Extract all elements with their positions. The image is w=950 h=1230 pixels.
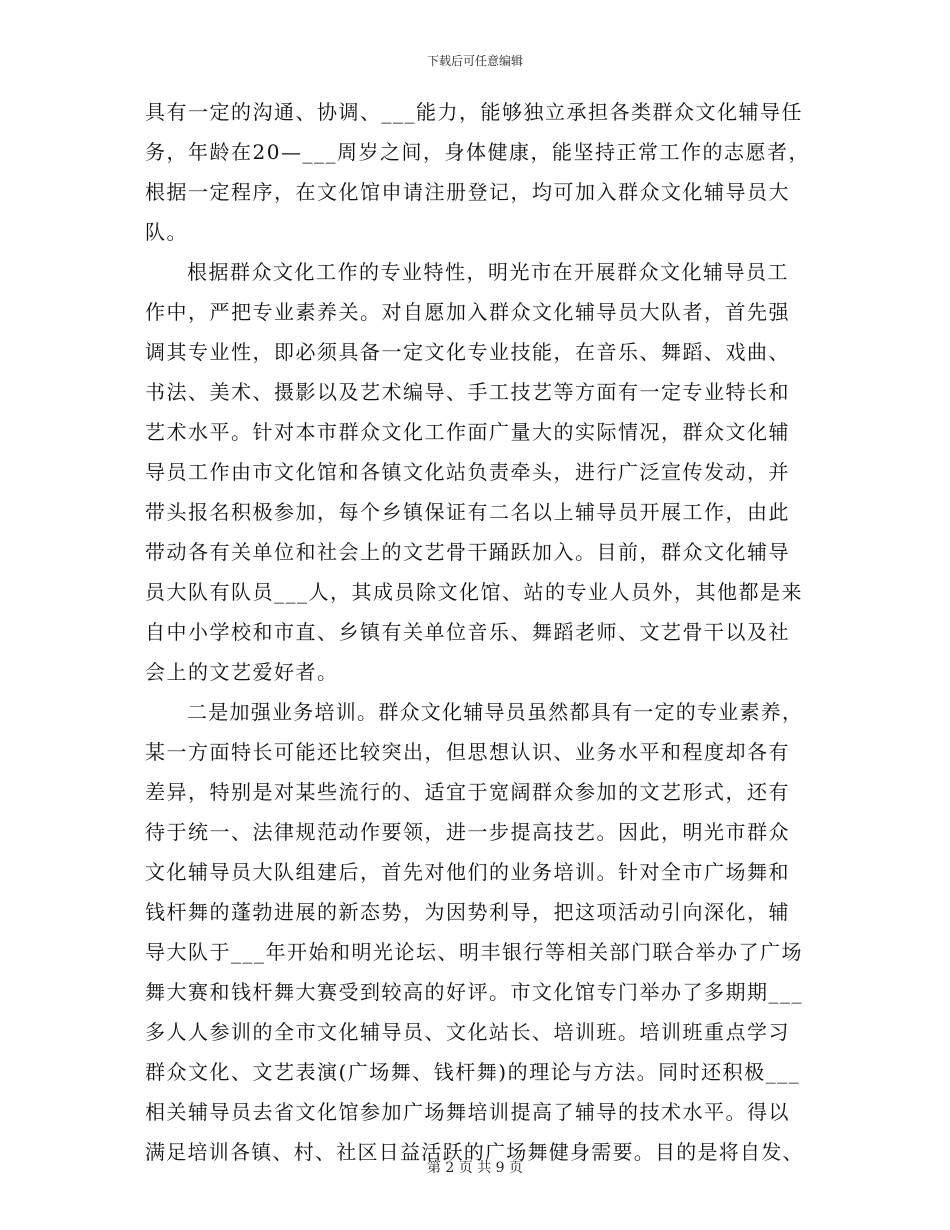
text-line: 钱杆舞的蓬勃进展的新态势，为因势利导，把这项活动引向深化，辅 (145, 900, 790, 924)
text-line: 带动各有关单位和社会上的文艺骨干踊跃加入。目前，群众文化辅导 (145, 540, 790, 564)
text-line: 导大队于___年开始和明光论坛、明丰银行等相关部门联合举办了广场 (145, 940, 803, 964)
text-line: 作中，严把专业素养关。对自愿加入群众文化辅导员大队者，首先强 (145, 300, 790, 324)
text-line: 某一方面特长可能还比较突出，但思想认识、业务水平和程度却各有 (145, 740, 790, 764)
text-line: 满足培训各镇、村、社区日益活跃的广场舞健身需要。目的是将自发、 (145, 1140, 804, 1164)
text-line: 队。 (145, 220, 188, 244)
paragraph-volunteer-requirements (145, 92, 810, 252)
text-line: 文化辅导员大队组建后，首先对他们的业务培训。针对全市广场舞和 (145, 860, 790, 884)
text-line: 书法、美术、摄影以及艺术编导、手工技艺等方面有一定专业特长和 (145, 380, 790, 404)
text-line: 舞大赛和钱杆舞大赛受到较高的好评。市文化馆专门举办了多期期___ (145, 980, 803, 1004)
text-line: 带头报名积极参加，每个乡镇保证有二名以上辅导员开展工作，由此 (145, 500, 790, 524)
text-line: 相关辅导员去省文化馆参加广场舞培训提高了辅导的技术水平。得以 (145, 1100, 790, 1124)
paragraph-business-training (145, 692, 810, 1172)
text-line: 导员工作由市文化馆和各镇文化站负责牵头，进行广泛宣传发动，并 (145, 460, 790, 484)
page-header: 下载后可任意编辑 (426, 54, 523, 68)
text-line: 调其专业性，即必须具备一定文化专业技能，在音乐、舞蹈、戏曲、 (145, 340, 790, 364)
page-number-footer: 第 2 页 共 9 页 (426, 1160, 524, 1176)
paragraph-professional-quality (145, 252, 810, 692)
text-line: 艺术水平。针对本市群众文化工作面广量大的实际情况，群众文化辅 (145, 420, 790, 444)
text-line: 根据群众文化工作的专业特性，明光市在开展群众文化辅导员工 (187, 260, 789, 284)
text-line: 差异，特别是对某些流行的、适宜于宽阔群众参加的文艺形式，还有 (145, 780, 790, 804)
text-line: 员大队有队员___人，其成员除文化馆、站的专业人员外，其他都是来 (145, 580, 803, 604)
text-line: 务，年龄在20—___周岁之间，身体健康，能坚持正常工作的志愿者， (145, 140, 810, 164)
text-line: 待于统一、法律规范动作要领，进一步提高技艺。因此，明光市群众 (145, 820, 790, 844)
text-line: 会上的文艺爱好者。 (145, 660, 339, 684)
text-line: 自中小学校和市直、乡镇有关单位音乐、舞蹈老师、文艺骨干以及社 (145, 620, 790, 644)
text-line: 群众文化、文艺表演(广场舞、钱杆舞)的理论与方法。同时还积极___ (145, 1060, 801, 1084)
text-line: 多人人参训的全市文化辅导员、文化站长、培训班。培训班重点学习 (145, 1020, 790, 1044)
text-line: 二是加强业务培训。群众文化辅导员虽然都具有一定的专业素养， (187, 700, 804, 724)
text-line: 根据一定程序，在文化馆申请注册登记，均可加入群众文化辅导员大 (145, 180, 790, 204)
text-line: 具有一定的沟通、协调、___能力，能够独立承担各类群众文化辅导任 (145, 100, 803, 124)
document-body (145, 92, 810, 1172)
